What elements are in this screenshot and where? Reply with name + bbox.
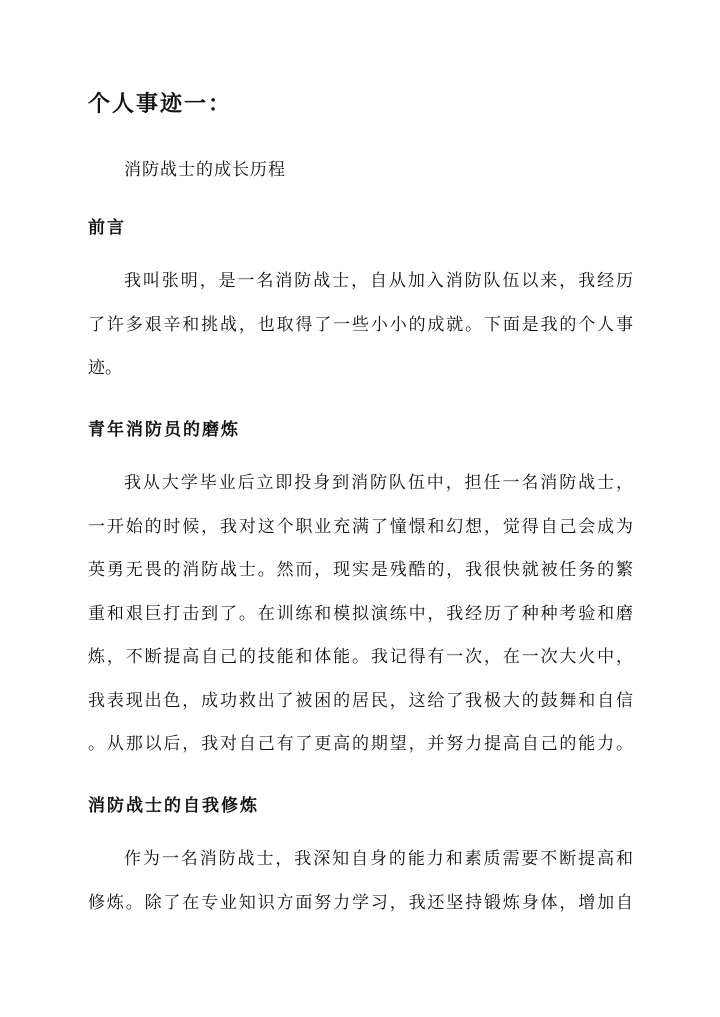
page-title: 个人事迹一：: [88, 91, 233, 117]
paragraph-line: 。从那以后，我对自己有了更高的期望，并努力提高自己的能力。: [88, 734, 633, 754]
paragraph-line: 我从大学毕业后立即投身到消防队伍中，担任一名消防战士，: [124, 473, 633, 493]
paragraph-line: 炼，不断提高自己的技能和体能。我记得有一次，在一次大火中，: [88, 647, 633, 667]
paragraph-line: 迹。: [88, 358, 122, 378]
section-body-preface: [88, 260, 633, 391]
section-body-self-cultivation: [88, 838, 633, 925]
paragraph-line: 了许多艰辛和挑战，也取得了一些小小的成就。下面是我的个人事: [88, 314, 633, 335]
paragraph-line: 我表现出色，成功救出了被困的居民，这给了我极大的鼓舞和自信: [88, 690, 633, 711]
section-heading-preface: 前言: [88, 218, 126, 238]
page-subtitle: 消防战士的成长历程: [124, 160, 286, 180]
section-heading-self-cultivation: 消防战士的自我修炼: [88, 796, 259, 816]
paragraph-line: 英勇无畏的消防战士。然而，现实是残酷的，我很快就被任务的繁: [88, 560, 633, 580]
paragraph-line: 一开始的时候，我对这个职业充满了憧憬和幻想，觉得自己会成为: [88, 516, 633, 537]
section-body-training: [88, 462, 633, 767]
paragraph-line: 重和艰巨打击到了。在训练和模拟演练中，我经历了种种考验和磨: [88, 603, 633, 624]
paragraph-line: 修炼。除了在专业知识方面努力学习，我还坚持锻炼身体，增加自: [88, 892, 633, 913]
paragraph-line: 作为一名消防战士，我深知自身的能力和素质需要不断提高和: [124, 849, 633, 869]
paragraph-line: 我叫张明，是一名消防战士，自从加入消防队伍以来，我经历: [124, 271, 633, 291]
section-heading-training: 青年消防员的磨炼: [88, 420, 240, 440]
